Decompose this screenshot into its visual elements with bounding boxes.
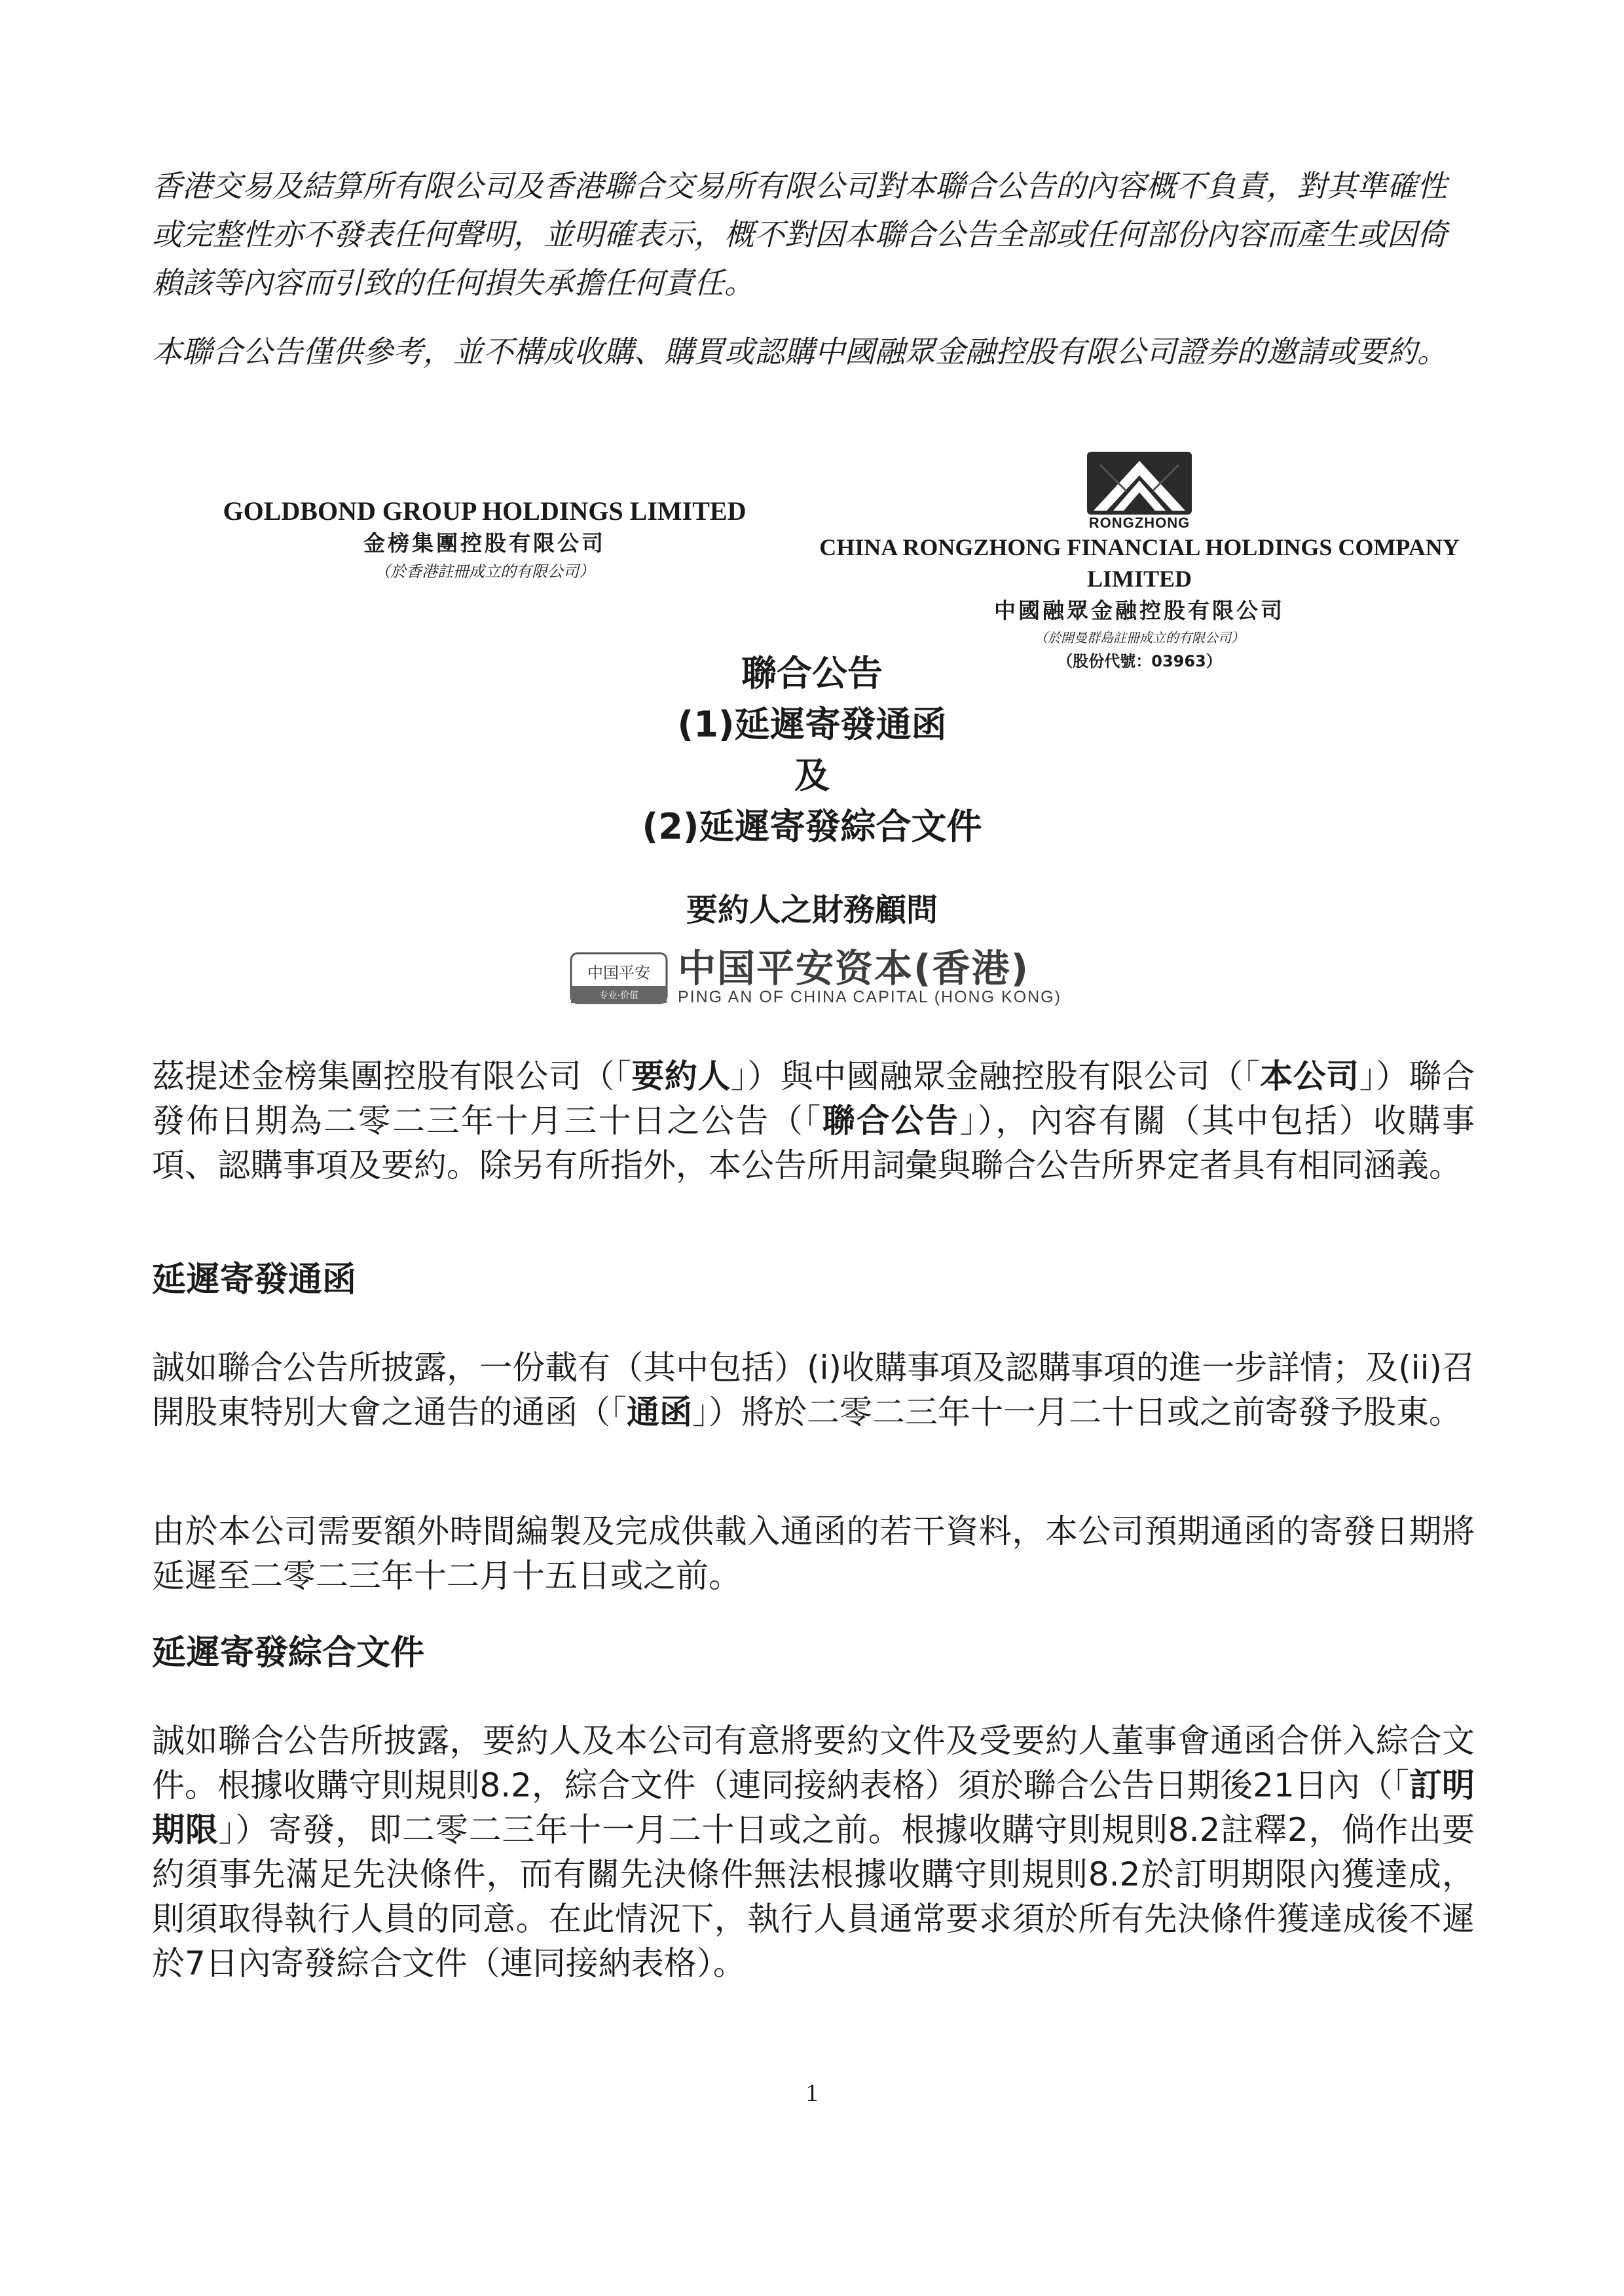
- goldbond-incorporation-note: （於香港註冊成立的有限公司）: [375, 562, 595, 581]
- stock-code: （股份代號：03963）: [1057, 652, 1222, 670]
- term-circular: 通函: [627, 1393, 692, 1431]
- title-line-2: (1)延遲寄發通函: [677, 704, 947, 745]
- rongzhong-name-zh: 中國融眾金融控股有限公司: [994, 598, 1285, 623]
- disclaimer-paragraph: 香港交易及結算所有限公司及香港聯合交易所有限公司對本聯合公告的內容概不負責，對其準確性或完整性亦不發表任何聲明，並明確表示，概不對因本聯合公告全部或任何部份內容而產生或因倚賴該等內容而引致的任何損失承擔任何責任。: [152, 168, 1447, 301]
- rongzhong-brand-text: RONGZHONG: [1088, 515, 1190, 531]
- section-heading-composite-document: 延遲寄發綜合文件: [152, 1633, 425, 1673]
- title-line-3: 及: [794, 755, 830, 796]
- rongzhong-incorporation-note: （於開曼群島註冊成立的有限公司）: [1035, 630, 1244, 646]
- term-prescribed-period: 訂明期限: [152, 1766, 1475, 1849]
- term-offeror: 要約人: [631, 1057, 731, 1095]
- announcement-title: [0, 648, 1624, 852]
- offer-disclaimer-paragraph: 本聯合公告僅供參考，並不構成收購、購買或認購中國融眾金融控股有限公司證券的邀請或要約。: [152, 334, 1447, 369]
- goldbond-issuer-block: [177, 496, 792, 583]
- composite-document-paragraph: 誠如聯合公告所披露，要約人及本公司有意將要約文件及受要約人董事會通函合併入綜合文件。根據收購守則規則8.2，綜合文件（連同接納表格）須於聯合公告日期後21日內（「訂明期限」）寄發，即二零二三年十一月二十日或之前。根據收購守則規則8.2註釋2，倘作出要約須事先滿足先決條件，而有關先決條件無法根據收購守則規則8.2於訂明期限內獲達成，則須取得執行人員的同意。在此情況下，執行人員通常要求須於所有先決條件獲達成後不遲於7日內寄發綜合文件（連同接納表格）。: [152, 1722, 1475, 1982]
- title-line-4: (2)延遲寄發綜合文件: [642, 806, 982, 847]
- financial-advisor-heading: 要約人之財務顧問: [686, 892, 938, 928]
- goldbond-name-en: GOLDBOND GROUP HOLDINGS LIMITED: [223, 496, 747, 526]
- term-company: 本公司: [1260, 1057, 1359, 1095]
- title-line-1: 聯合公告: [741, 653, 883, 694]
- pingan-logo: [570, 948, 1067, 1007]
- circular-paragraph-1: 誠如聯合公告所披露，一份載有（其中包括）(i)收購事項及認購事項的進一步詳情；及(ii)召開股東特別大會之通告的通函（「通函」）將於二零二三年十一月二十日或之前寄發予股東。: [152, 1349, 1475, 1431]
- rongzhong-logo: [812, 452, 1467, 532]
- rongzhong-logo-icon: [1087, 452, 1192, 515]
- pingan-name-cn: 中国平安资本(香港): [678, 946, 1030, 991]
- pingan-badge-text: 中国平安: [587, 964, 650, 982]
- pingan-badge-subtext: 专业·价值: [599, 991, 639, 1001]
- pingan-name-en: PING AN OF CHINA CAPITAL (HONG KONG): [678, 988, 1061, 1006]
- intro-paragraph: 茲提述金榜集團控股有限公司（「要約人」）與中國融眾金融控股有限公司（「本公司」）聯合發佈日期為二零二三年十月三十日之公告（「聯合公告」），內容有關（其中包括）收購事項、認購事項及要約。除另有所指外，本公告所用詞彙與聯合公告所界定者具有相同涵義。: [152, 1057, 1475, 1184]
- goldbond-name-zh: 金榜集團控股有限公司: [363, 530, 606, 556]
- circular-paragraph-2: 由於本公司需要額外時間編製及完成供載入通函的若干資料，本公司預期通函的寄發日期將延遲至二零二三年十二月十五日或之前。: [152, 1512, 1475, 1595]
- rongzhong-issuer-block: [812, 452, 1467, 674]
- pingan-badge-icon: [570, 952, 668, 1004]
- term-joint-announcement: 聯合公告: [822, 1102, 960, 1140]
- section-heading-circular: 延遲寄發通函: [152, 1260, 357, 1300]
- rongzhong-name-en: CHINA RONGZHONG FINANCIAL HOLDINGS COMPANY LIMITED: [819, 534, 1460, 592]
- page-number: 1: [805, 2079, 819, 2107]
